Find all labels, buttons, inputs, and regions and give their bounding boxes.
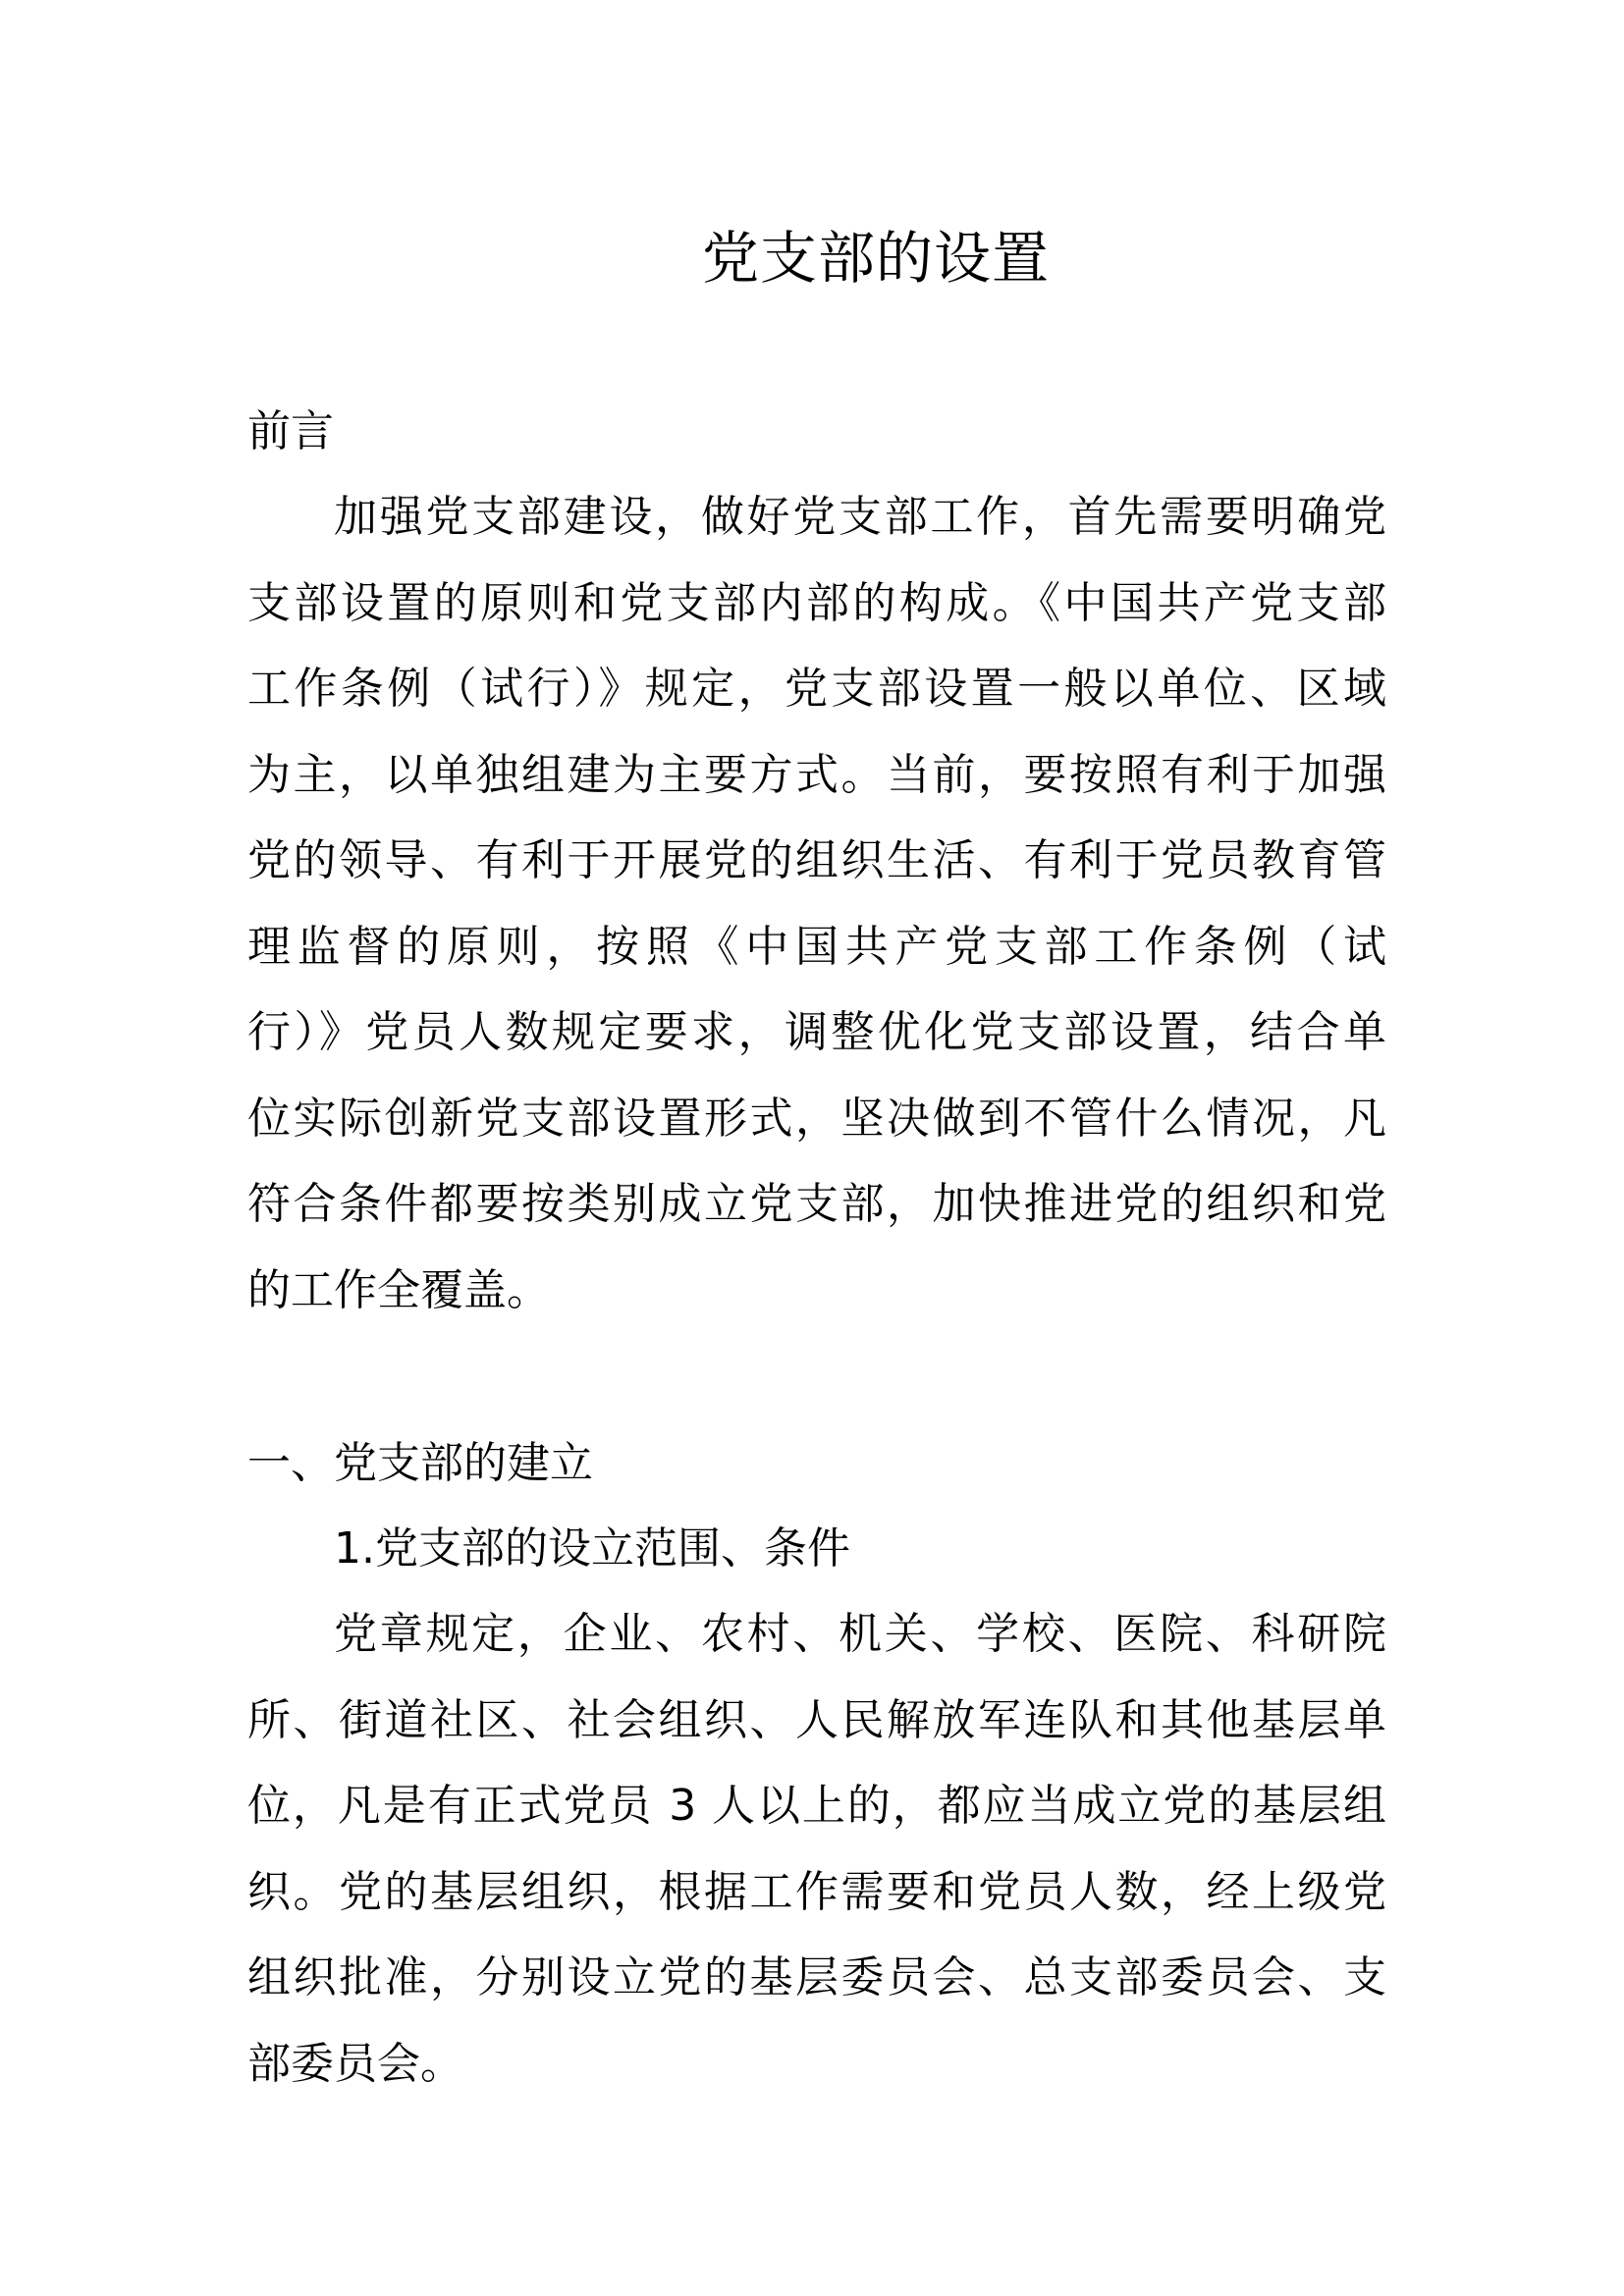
- paragraph-line: 党的领导、有利于开展党的组织生活、有利于党员教育管: [247, 835, 1386, 885]
- paragraph-line: 组织批准，分别设立党的基层委员会、总支部委员会、支: [247, 1952, 1386, 2002]
- paragraph-line: 工作条例（试行）》规定，党支部设置一般以单位、区域: [247, 664, 1386, 714]
- subsection-heading: 1.党支部的设立范围、条件: [334, 1523, 850, 1574]
- preface-heading: 前言: [247, 406, 334, 456]
- paragraph-line: 符合条件都要按类别成立党支部，加快推进党的组织和党: [247, 1179, 1386, 1229]
- paragraph-line: 的工作全覆盖。: [247, 1264, 550, 1315]
- preface-paragraph: [247, 474, 1386, 1333]
- document-title: 党支部的设置: [701, 225, 1050, 292]
- section-paragraph: [247, 1591, 1386, 2107]
- section-heading: 一、党支部的建立: [247, 1438, 593, 1488]
- paragraph-line: 为主，以单独组建为主要方式。当前，要按照有利于加强: [247, 749, 1386, 800]
- paragraph-line: 行）》党员人数规定要求，调整优化党支部设置，结合单: [247, 1007, 1386, 1057]
- paragraph-line: 位实际创新党支部设置形式，坚决做到不管什么情况，凡: [247, 1093, 1386, 1144]
- paragraph-line: 织。党的基层组织，根据工作需要和党员人数，经上级党: [247, 1866, 1386, 1917]
- paragraph-line: 所、街道社区、社会组织、人民解放军连队和其他基层单: [247, 1694, 1386, 1745]
- paragraph-line: 支部设置的原则和党支部内部的构成。《中国共产党支部: [247, 577, 1386, 628]
- paragraph-line: 理监督的原则，按照《中国共产党支部工作条例（试: [247, 921, 1386, 972]
- paragraph-line: 加强党支部建设，做好党支部工作，首先需要明确党: [334, 492, 1386, 542]
- paragraph-line: 党章规定，企业、农村、机关、学校、医院、科研院: [334, 1609, 1386, 1659]
- paragraph-line: 部委员会。: [247, 2038, 463, 2089]
- paragraph-line: 位，凡是有正式党员 3 人以上的，都应当成立党的基层组: [247, 1781, 1386, 1831]
